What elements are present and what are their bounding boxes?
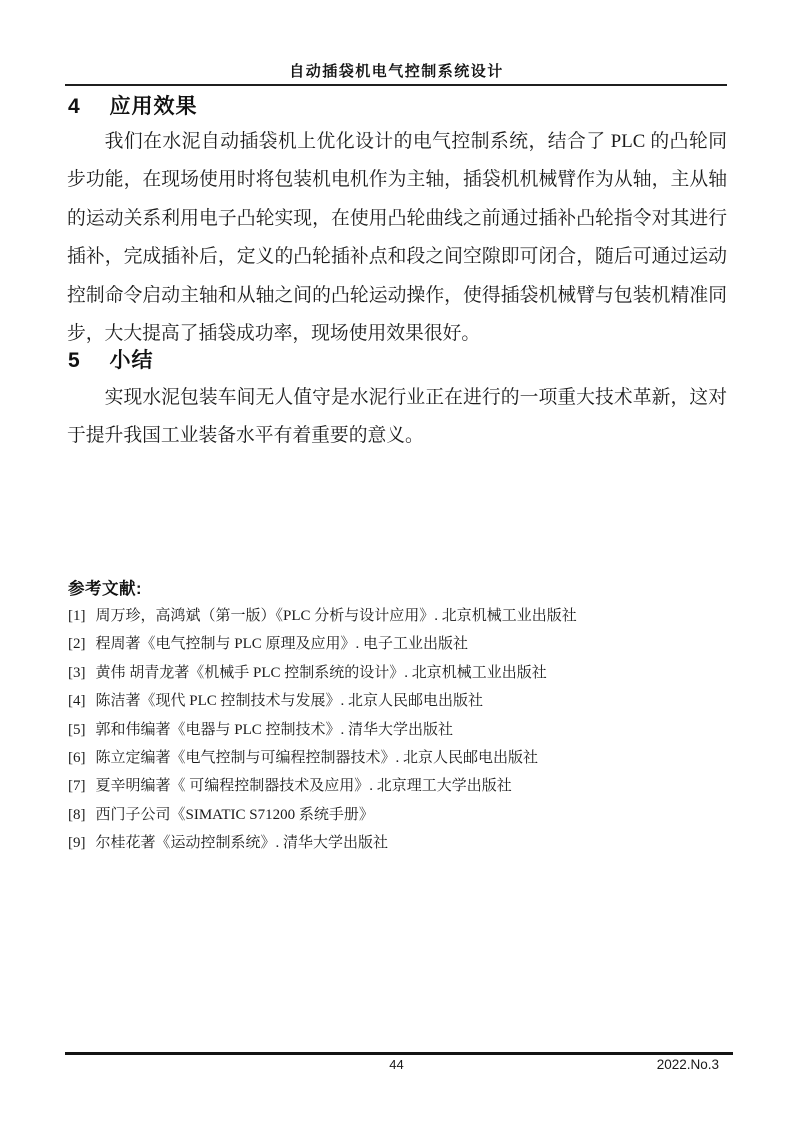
reference-text: 夏辛明编著《 可编程控制器技术及应用》. 北京理工大学出版社 [95, 778, 512, 795]
section-title: 应用效果 [109, 95, 198, 118]
reference-text: 郭和伟编著《电器与 PLC 控制技术》. 清华大学出版社 [95, 721, 454, 738]
reference-item [68, 716, 708, 744]
section-heading-4 [68, 90, 198, 120]
reference-label: [5] [68, 721, 86, 738]
reference-text: 尔桂花著《运动控制系统》. 清华大学出版社 [95, 835, 389, 852]
footer-rule [65, 1052, 733, 1055]
reference-text: 陈洁著《现代 PLC 控制技术与发展》. 北京人民邮电出版社 [95, 693, 484, 710]
reference-text: 程周著《电气控制与 PLC 原理及应用》. 电子工业出版社 [95, 636, 469, 653]
section-5-paragraph: 实现水泥包装车间无人值守是水泥行业正在进行的一项重大技术革新，这对于提升我国工业装备水平有着重要的意义。 [67, 387, 727, 447]
reference-item [68, 630, 708, 658]
reference-item [68, 744, 708, 772]
reference-label: [4] [68, 693, 86, 710]
reference-item [68, 659, 708, 687]
reference-label: [6] [68, 750, 86, 767]
reference-item [68, 602, 708, 630]
references-list [68, 602, 708, 858]
reference-label: [1] [68, 608, 86, 624]
section-title: 小结 [109, 349, 154, 372]
reference-label: [3] [68, 664, 86, 681]
reference-item [68, 829, 708, 857]
running-title: 自动插袋机电气控制系统设计 [289, 64, 504, 80]
section-number: 4 [68, 95, 80, 118]
section-number: 5 [68, 349, 80, 372]
reference-item [68, 801, 708, 829]
page-number: 44 [389, 1057, 404, 1072]
reference-label: [7] [68, 778, 86, 795]
reference-text: 西门子公司《SIMATIC S71200 系统手册》 [95, 806, 374, 823]
section-4-paragraph: 我们在水泥自动插袋机上优化设计的电气控制系统，结合了 PLC 的凸轮同步功能，在现场使用时将包装机电机作为主轴，插袋机机械臂作为从轴，主从轴的运动关系利用电子凸轮实现，在使用凸轮曲线之前通过插补凸轮指令对其进行插补，完成插补后，定义的凸轮插补点和段之间空隙即可闭合，随后可通过运动控制命令启动主轴和从轴之间的凸轮运动操作，使得插袋机械臂与包装机精准同步，大大提高了插袋成功率，现场使用效果很好。 [67, 131, 727, 345]
reference-item [68, 772, 708, 800]
reference-label: [9] [68, 835, 86, 852]
references-heading: 参考文献: [68, 580, 142, 598]
reference-text: 周万珍，高鸿斌（第一版）《PLC 分析与设计应用》. 北京机械工业出版社 [95, 608, 577, 624]
reference-label: [2] [68, 636, 86, 653]
journal-issue: 2022.No.3 [656, 1057, 719, 1072]
reference-text: 陈立定编著《电气控制与可编程控制器技术》. 北京人民邮电出版社 [95, 750, 539, 767]
header-rule [65, 84, 727, 86]
reference-text: 黄伟 胡青龙著《机械手 PLC 控制系统的设计》. 北京机械工业出版社 [95, 664, 547, 681]
reference-item [68, 687, 708, 715]
section-heading-5 [68, 344, 154, 374]
reference-label: [8] [68, 806, 86, 823]
